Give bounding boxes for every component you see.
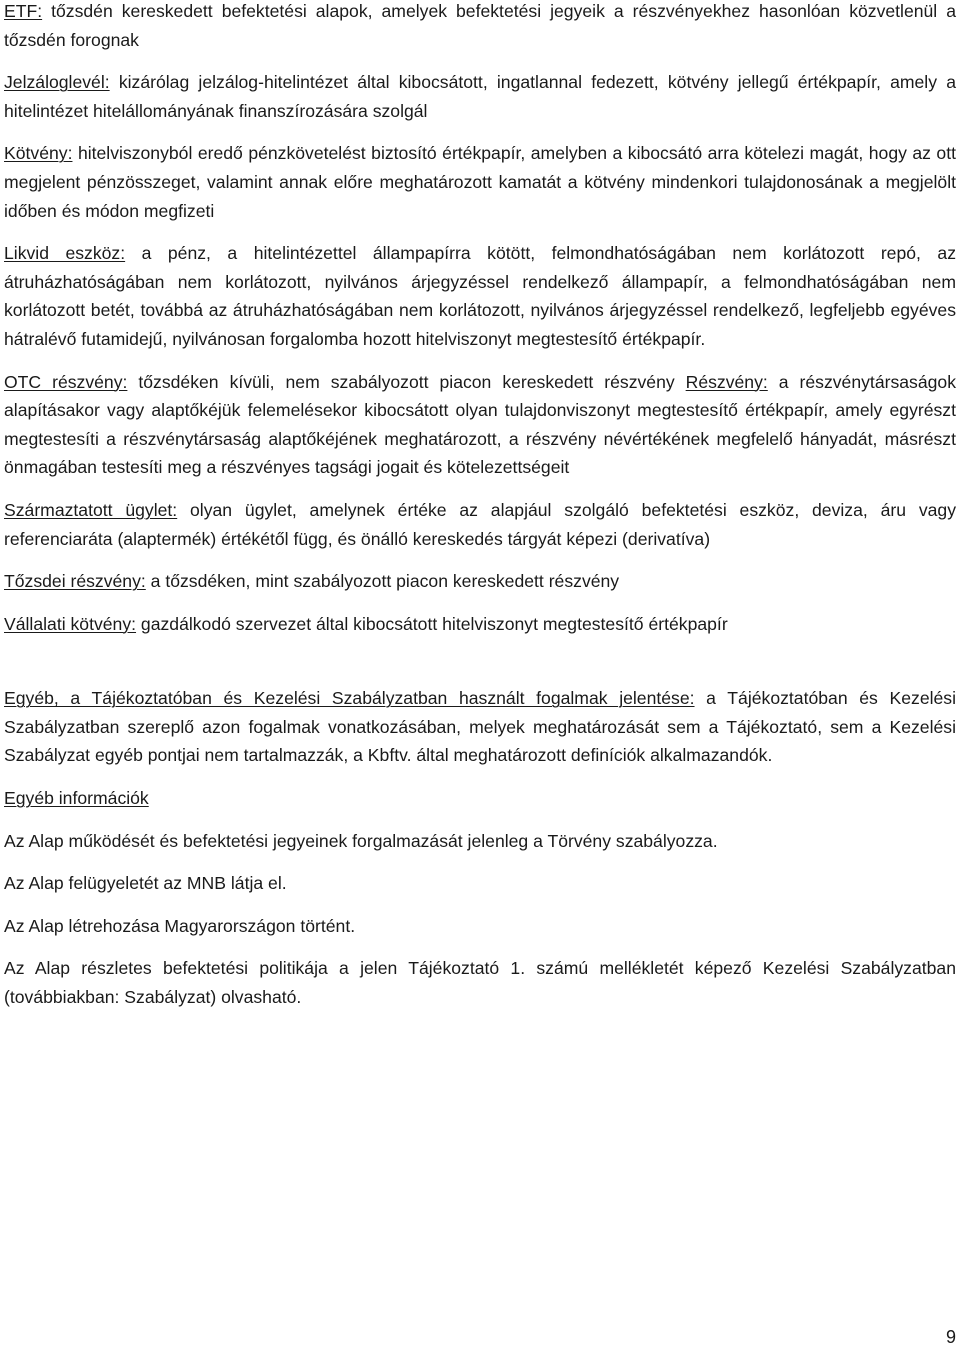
definition-text: a pénz, a hitelintézettel állampapírra kötött, felmondhatóságában nem korlátozott repó, az átruházhatóságában nem korlátozott, nyilvános árjegyzéssel rendelkező állampapír, a felmondhatóságában nem korlátozott betét, továbbá az átruházhatóságában nem korlátozott, nyilvános árjegyzéssel rendelkező, legfeljebb egyéves hátralévő futamidejű, nyilvánosan forgalomba hozott hitelviszonyt megtestesítő értékpapír.: [4, 243, 956, 349]
definition-text: kizárólag jelzálog-hitelintézet által kibocsátott, ingatlannal fedezett, kötvény jellegű értékpapír, amely a hitelintézet hitelállományának finanszírozására szolgál: [4, 72, 956, 121]
definition-text: hitelviszonyból eredő pénzkövetelést biztosító értékpapír, amelyben a kibocsátó arra kötelezi magát, hogy az ott megjelent pénzösszeget, valamint annak előre meghatározott kamatát a kötvény mindenkori tulajdonosának a megjelölt időben és módon megfizeti: [4, 143, 956, 221]
definition-text: tőzsdéken kívüli, nem szabályozott piacon kereskedett részvény: [127, 371, 686, 392]
info-paragraph: Az Alap működését és befektetési jegyeinek forgalmazását jelenleg a Törvény szabályozza.: [4, 830, 718, 851]
definition-other-terms: [4, 684, 956, 770]
section-heading-text: Egyéb információk: [4, 788, 149, 809]
definition-text: tőzsdén kereskedett befektetési alapok, amelyek befektetési jegyeik a részvényekhez hasonlóan közvetlenül a tőzsdén forognak: [4, 1, 956, 50]
definition-otc-reszveny: [4, 368, 956, 482]
definition-text: olyan ügylet, amelynek értéke az alapjául szolgáló befektetési eszköz, deviza, áru vagy referenciaráta (alaptermék) értékétől függ, és önálló kereskedés tárgyát képezi (derivatíva): [4, 499, 957, 549]
info-paragraph: Az Alap létrehozása Magyarországon történt.: [4, 915, 356, 936]
definition-tozsdei-reszveny: [4, 567, 956, 596]
section-heading: [4, 784, 956, 813]
definition-term: Részvény:: [685, 371, 768, 392]
definition-jelzaloglevel: [4, 68, 956, 125]
definition-kotveny: [4, 139, 956, 225]
info-paragraph: Az Alap részletes befektetési politikája a jelen Tájékoztató 1. számú mellékletét képező Kezelési Szabályzatban (továbbiakban: Szabályzat) olvasható.: [4, 958, 956, 1008]
definition-term: OTC részvény:: [4, 371, 128, 392]
definition-term: Jelzáloglevél:: [4, 72, 110, 93]
definition-term: Egyéb, a Tájékoztatóban és Kezelési Szabályzatban használt fogalmak jelentése:: [4, 688, 695, 709]
definition-etf: [4, 0, 956, 54]
definition-vallalati-kotveny: [4, 610, 956, 639]
definition-term: Likvid eszköz:: [4, 243, 126, 264]
definition-term: Vállalati kötvény:: [4, 613, 137, 634]
definition-text: a Tájékoztatóban és Kezelési Szabályzatban szereplő azon fogalmak vonatkozásában, melyek meghatározását sem a Tájékoztató, sem a Kezelési Szabályzat egyéb pontjai nem tartalmazzák, a Kbftv. által meghatározott definíciók alkalmazandók.: [4, 688, 957, 766]
definition-term: ETF:: [4, 1, 43, 21]
info-paragraph: Az Alap felügyeletét az MNB látja el.: [4, 873, 287, 894]
page-number: 9: [945, 1327, 956, 1347]
definition-likvid-eszkoz: [4, 239, 956, 353]
definition-term: Származtatott ügylet:: [4, 499, 178, 520]
definition-szarmaztatott-ugylet: [4, 496, 956, 553]
definition-text: a tőzsdéken, mint szabályozott piacon kereskedett részvény: [145, 571, 620, 592]
definition-term: Tőzsdei részvény:: [4, 571, 146, 592]
definition-text: a részvénytársaságok alapításakor vagy alaptőkéjük felemelésekor kibocsátott olyan tulajdonviszonyt megtestesítő értékpapír, amely egyrészt megtestesíti a részvénytársaság alaptőkéjének meghatározott, a részvény névértékének megfelelő hányadát, másrészt önmagában testesíti meg a részvényes tagsági jogait és kötelezettségeit: [4, 371, 956, 478]
definition-term: Kötvény:: [4, 143, 73, 164]
document-page: [4, 0, 956, 1026]
definition-text: gazdálkodó szervezet által kibocsátott hitelviszonyt megtestesítő értékpapír: [136, 613, 728, 634]
